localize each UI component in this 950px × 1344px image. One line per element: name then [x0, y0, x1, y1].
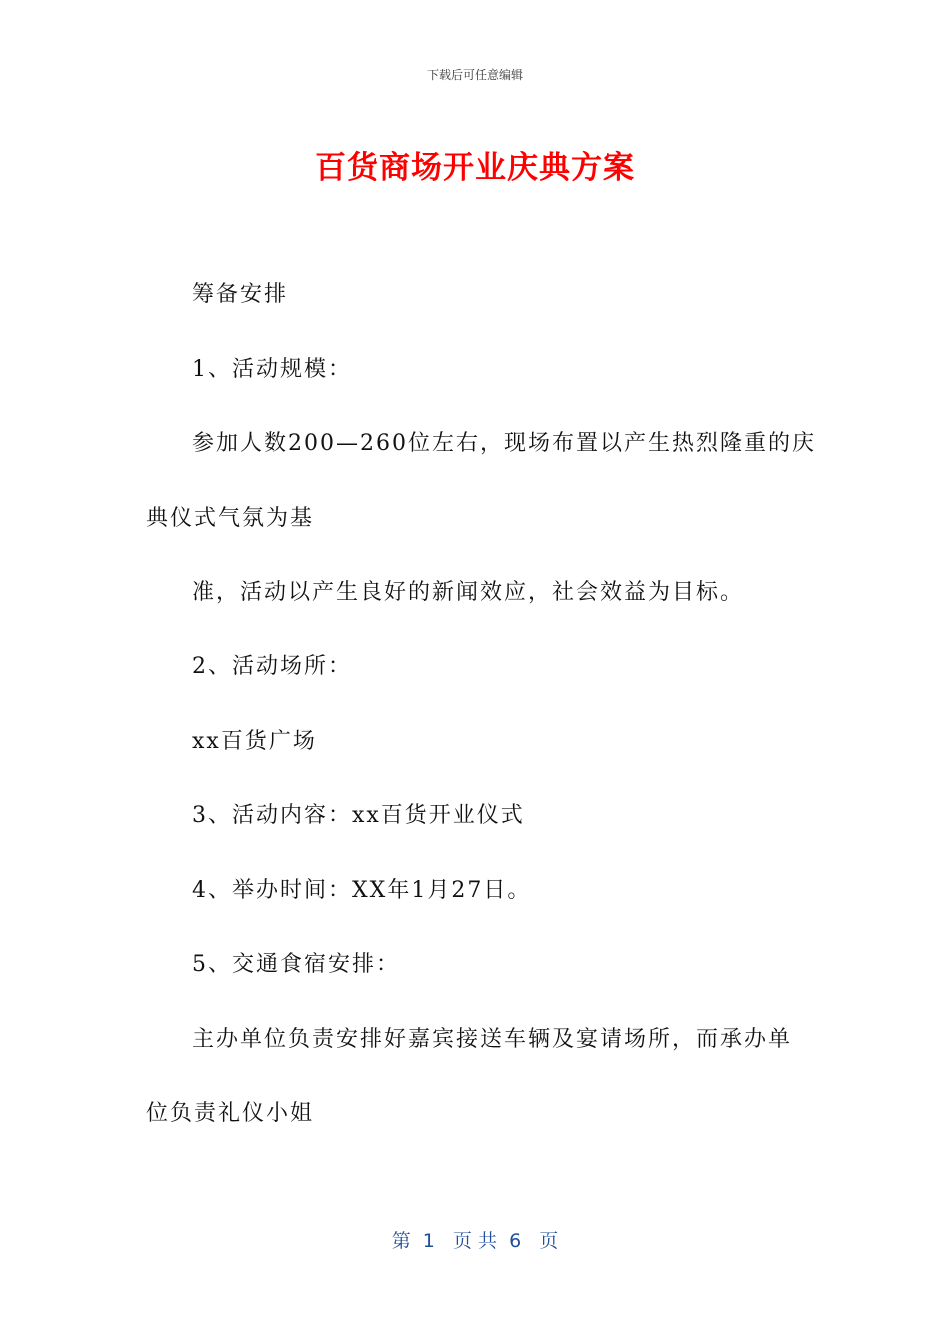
paragraph-line: 典仪式气氛为基	[146, 506, 315, 531]
paragraph-line: xx百货广场	[192, 729, 317, 754]
paragraph-line: 位负责礼仪小姐	[146, 1101, 315, 1126]
item-event-time: 4、举办时间：XX年1月27日。	[192, 878, 532, 903]
item-activity-scale: 1、活动规模：	[192, 357, 352, 382]
page-number-footer: 第 1 页 共 6 页	[391, 1230, 559, 1252]
document-title: 百货商场开业庆典方案	[315, 150, 635, 186]
paragraph-line: 准，活动以产生良好的新闻效应，社会效益为目标。	[192, 580, 745, 605]
paragraph-line: 主办单位负责安排好嘉宾接送车辆及宴请场所，而承办单	[192, 1027, 793, 1052]
header-note: 下载后可任意编辑	[426, 68, 523, 82]
paragraph-line: 参加人数200—260位左右，现场布置以产生热烈隆重的庆	[192, 431, 816, 456]
section-heading-preparation: 筹备安排	[192, 282, 289, 307]
item-activity-venue: 2、活动场所：	[192, 654, 352, 679]
item-activity-content: 3、活动内容：xx百货开业仪式	[192, 803, 525, 828]
item-transport-lodging: 5、交通食宿安排：	[192, 952, 400, 977]
